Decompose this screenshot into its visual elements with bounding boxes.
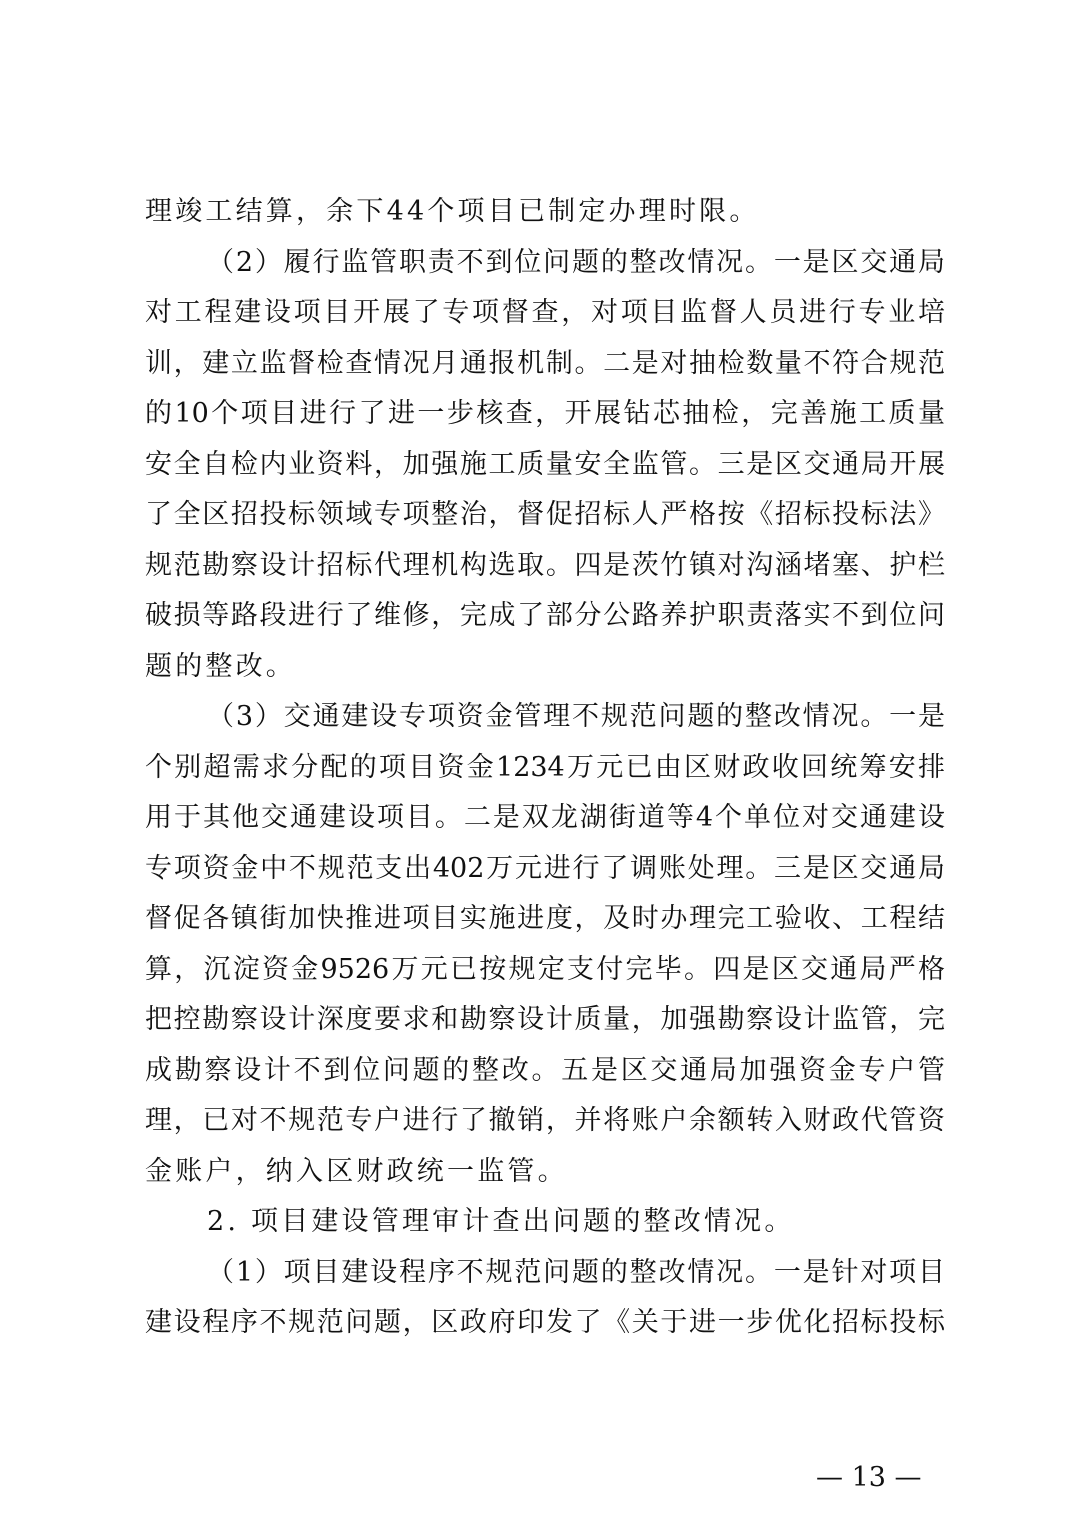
page-number: — 13 — (816, 1462, 922, 1493)
text-line: 算，沉淀资金9526万元已按规定支付完毕。四是区交通局严格 (145, 953, 945, 985)
body-text (145, 187, 945, 1349)
text-line: 把控勘察设计深度要求和勘察设计质量，加强勘察设计监管，完 (145, 1004, 945, 1035)
text-line: 专项资金中不规范支出402万元进行了调账处理。三是区交通局 (145, 852, 945, 884)
text-line: 训，建立监督检查情况月通报机制。二是对抽检数量不符合规范 (145, 347, 945, 379)
text-line: 的10个项目进行了进一步核查，开展钻芯抽检，完善施工质量 (145, 398, 945, 429)
text-line: 规范勘察设计招标代理机构选取。四是茨竹镇对沟涵堵塞、护栏 (145, 549, 945, 581)
text-line: 用于其他交通建设项目。二是双龙湖街道等4个单位对交通建设 (145, 802, 945, 833)
text-line: 金账户，纳入区财政统一监管。 (145, 1155, 568, 1187)
text-line: 理，已对不规范专户进行了撤销，并将账户余额转入财政代管资 (145, 1105, 945, 1136)
text-line: 安全自检内业资料，加强施工质量安全监管。三是区交通局开展 (145, 448, 945, 480)
text-line: （2）履行监管职责不到位问题的整改情况。一是区交通局 (207, 246, 945, 278)
text-line: 成勘察设计不到位问题的整改。五是区交通局加强资金专户管 (145, 1054, 945, 1086)
text-line: 个别超需求分配的项目资金1234万元已由区财政收回统筹安排 (145, 751, 945, 783)
text-line: 了全区招投标领域专项整治，督促招标人严格按《招标投标法》 (145, 499, 945, 530)
text-line: （3）交通建设专项资金管理不规范问题的整改情况。一是 (207, 701, 945, 732)
text-line: 督促各镇街加快推进项目实施进度，及时办理完工验收、工程结 (145, 903, 945, 934)
section-heading: 2. 项目建设管理审计查出问题的整改情况。 (207, 1206, 795, 1237)
text-line: （1）项目建设程序不规范问题的整改情况。一是针对项目 (207, 1256, 945, 1288)
text-line: 对工程建设项目开展了专项督查，对项目监督人员进行专业培 (145, 297, 945, 328)
text-line: 破损等路段进行了维修，完成了部分公路养护职责落实不到位问 (145, 600, 945, 631)
text-line: 理竣工结算，余下44个项目已制定办理时限。 (145, 196, 760, 227)
text-line: 建设程序不规范问题，区政府印发了《关于进一步优化招标投标 (145, 1307, 945, 1338)
text-line: 题的整改。 (145, 650, 296, 682)
